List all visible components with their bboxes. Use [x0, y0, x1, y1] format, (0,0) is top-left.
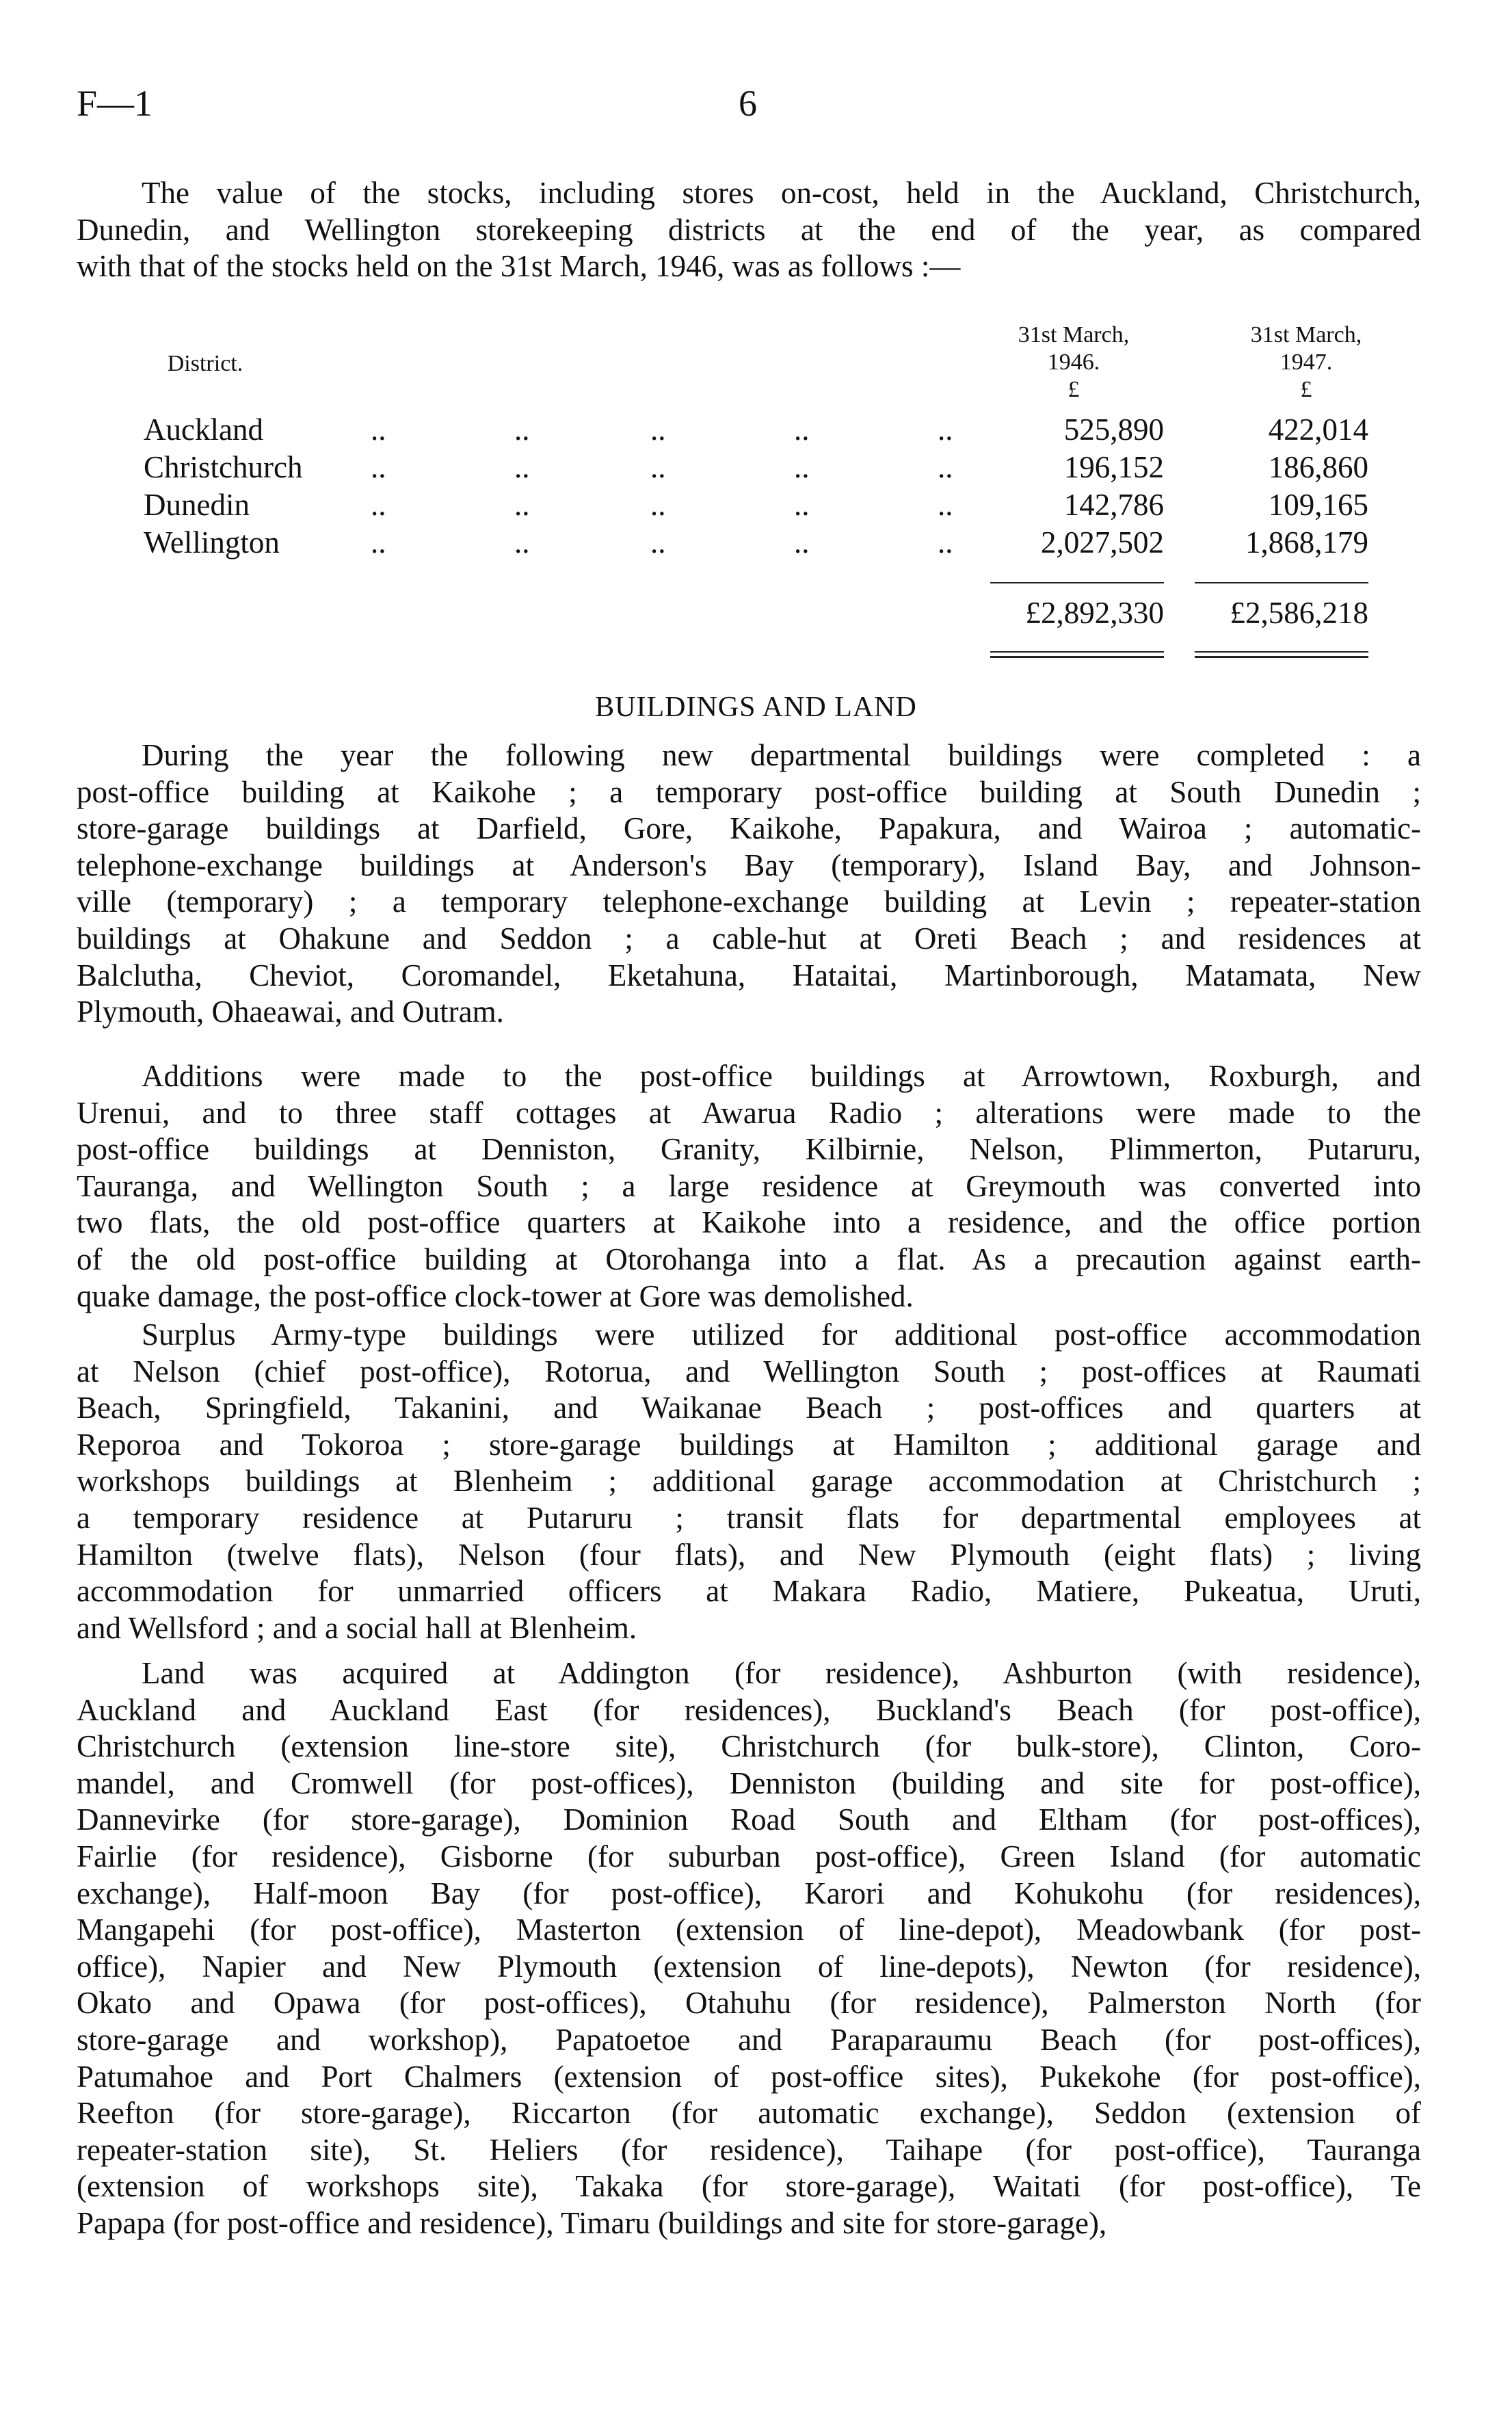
value-1947: 422,014 [1268, 412, 1368, 447]
total-1946: £2,892,330 [1025, 596, 1164, 630]
total-double-rule [990, 651, 1164, 653]
dot-leader: .. [938, 525, 953, 560]
page-number: 6 [739, 83, 757, 124]
dot-leader: .. [650, 450, 666, 484]
text-line: store-garage and workshop), Papatoetoe and Paraparaumu Beach (for post-offices), [77, 2022, 1421, 2057]
district-name: Auckland [144, 412, 263, 447]
text-line: office), Napier and New Plymouth (extension of line-depots), Newton (for residence), [77, 1949, 1421, 1984]
text-line: Beach, Springfield, Takanini, and Waikanae Beach ; post-offices and quarters at [77, 1391, 1421, 1425]
header-date: 31st March, [1018, 322, 1130, 347]
text-line: Patumahoe and Port Chalmers (extension of post-office sites), Pukekohe (for post-office), [77, 2059, 1421, 2094]
dot-leader: .. [371, 525, 386, 560]
text-line: post-office buildings at Denniston, Granity, Kilbirnie, Nelson, Plimmerton, Putaruru, [77, 1132, 1421, 1167]
text-line: quake damage, the post-office clock-tower at Gore was demolished. [77, 1278, 914, 1313]
document-code: F—1 [77, 83, 153, 124]
dot-leader: .. [514, 525, 530, 560]
text-line: two flats, the old post-office quarters at Kaikohe into a residence, and the office portion [77, 1205, 1421, 1240]
subtotal-rule [990, 582, 1164, 583]
text-line: mandel, and Cromwell (for post-offices), Denniston (building and site for post-office), [77, 1765, 1421, 1800]
dot-leader: .. [794, 450, 810, 484]
dot-leader: .. [650, 525, 666, 560]
text-line: Mangapehi (for post-office), Masterton (extension of line-depot), Meadowbank (for post- [77, 1913, 1421, 1947]
total-1947: £2,586,218 [1230, 596, 1368, 630]
text-line: Okato and Opawa (for post-offices), Otahuhu (for residence), Palmerston North (for [77, 1986, 1421, 2021]
text-line: Auckland and Auckland East (for residences), Buckland's Beach (for post-office), [77, 1692, 1421, 1727]
text-line: Land was acquired at Addington (for residence), Ashburton (with residence), [142, 1656, 1421, 1690]
total-double-rule [990, 656, 1164, 658]
text-line: Christchurch (extension line-store site), Christchurch (for bulk-store), Clinton, Coro- [77, 1729, 1421, 1764]
text-line: at Nelson (chief post-office), Rotorua, and Wellington South ; post-offices at Raumati [77, 1354, 1421, 1389]
dot-leader: .. [371, 488, 386, 522]
text-line: Dunedin, and Wellington storekeeping districts at the end of the year, as compared [77, 212, 1421, 247]
body-paragraph [77, 1317, 1421, 1646]
column-header-1946 [985, 321, 1163, 404]
dot-leader: .. [650, 412, 666, 447]
header-year: 1947. [1279, 350, 1333, 375]
dot-leader: .. [938, 488, 953, 522]
text-line: Dannevirke (for store-garage), Dominion Road South and Eltham (for post-offices), [77, 1802, 1421, 1837]
text-line: Fairlie (for residence), Gisborne (for suburban post-office), Green Island (for automatic [77, 1839, 1421, 1874]
district-name: Christchurch [144, 450, 303, 484]
text-line: Urenui, and to three staff cottages at Awarua Radio ; alterations were made to the [77, 1095, 1421, 1130]
total-double-rule [1195, 651, 1368, 653]
header-currency: £ [1300, 377, 1312, 402]
text-line: a temporary residence at Putaruru ; transit flats for departmental employees at [77, 1500, 1421, 1535]
value-1947: 109,165 [1268, 488, 1368, 522]
text-line: post-office building at Kaikohe ; a temporary post-office building at South Dunedin ; [77, 774, 1421, 809]
body-paragraph [77, 1058, 1421, 1315]
header-currency: £ [1067, 377, 1080, 402]
text-line: repeater-station site), St. Heliers (for residence), Taihape (for post-office), Tauranga [77, 2132, 1421, 2167]
text-line: and Wellsford ; and a social hall at Blenheim. [77, 1610, 637, 1645]
text-line: ville (temporary) ; a temporary telephone-exchange building at Levin ; repeater-station [77, 884, 1421, 919]
dot-leader: .. [794, 488, 810, 522]
column-header-district: District. [167, 351, 243, 376]
value-1946: 196,152 [1063, 450, 1164, 484]
table-row [0, 487, 1512, 524]
text-line: Surplus Army-type buildings were utilized for additional post-office accommodation [142, 1317, 1421, 1352]
value-1946: 142,786 [1063, 488, 1164, 522]
text-line: (extension of workshops site), Takaka (for store-garage), Waitati (for post-office), Te [77, 2169, 1421, 2204]
table-row [0, 412, 1512, 449]
value-1947: 1,868,179 [1245, 525, 1368, 560]
text-line: Hamilton (twelve flats), Nelson (four flats), and New Plymouth (eight flats) ; living [77, 1537, 1421, 1572]
text-line: Papapa (for post-office and residence), Timaru (buildings and site for store-garage), [77, 2205, 1107, 2240]
value-1946: 2,027,502 [1041, 525, 1164, 560]
intro-paragraph [77, 175, 1421, 285]
text-line: During the year the following new departmental buildings were completed : a [142, 738, 1421, 772]
text-line: store-garage buildings at Darfield, Gore, Kaikohe, Papakura, and Wairoa ; automatic- [77, 811, 1421, 846]
text-line: Balclutha, Cheviot, Coromandel, Eketahuna, Hataitai, Martinborough, Matamata, New [77, 958, 1421, 993]
dot-leader: .. [514, 450, 530, 484]
text-line: buildings at Ohakune and Seddon ; a cable-hut at Oreti Beach ; and residences at [77, 921, 1421, 956]
district-name: Dunedin [144, 488, 250, 522]
district-name: Wellington [144, 525, 280, 560]
value-1947: 186,860 [1268, 450, 1368, 484]
dot-leader: .. [514, 412, 530, 447]
header-year: 1946. [1047, 350, 1100, 375]
column-header-1947 [1217, 321, 1395, 404]
text-line: Reefton (for store-garage), Riccarton (for automatic exchange), Seddon (extension of [77, 2096, 1421, 2131]
text-line: exchange), Half-moon Bay (for post-office), Karori and Kohukohu (for residences), [77, 1876, 1421, 1910]
text-line: The value of the stocks, including stores on-cost, held in the Auckland, Christchurch, [142, 176, 1421, 210]
dot-leader: .. [794, 525, 810, 560]
text-line: with that of the stocks held on the 31st March, 1946, was as follows :— [77, 249, 961, 284]
text-line: of the old post-office building at Otorohanga into a flat. As a precaution against earth- [77, 1241, 1421, 1276]
text-line: telephone-exchange buildings at Anderson's Bay (temporary), Island Bay, and Johnson- [77, 847, 1421, 882]
text-line: Plymouth, Ohaeawai, and Outram. [77, 995, 504, 1029]
dot-leader: .. [371, 450, 386, 484]
body-paragraph [77, 737, 1421, 1031]
dot-leader: .. [371, 412, 386, 447]
dot-leader: .. [938, 412, 953, 447]
table-row [0, 525, 1512, 562]
text-line: Reporoa and Tokoroa ; store-garage buildings at Hamilton ; additional garage and [77, 1427, 1421, 1462]
text-line: accommodation for unmarried officers at Makara Radio, Matiere, Pukeatua, Uruti, [77, 1574, 1421, 1609]
dot-leader: .. [650, 488, 666, 522]
text-line: workshops buildings at Blenheim ; additional garage accommodation at Christchurch ; [77, 1464, 1421, 1499]
section-heading: BUILDINGS AND LAND [595, 692, 917, 723]
dot-leader: .. [514, 488, 530, 522]
dot-leader: .. [794, 412, 810, 447]
text-line: Tauranga, and Wellington South ; a large residence at Greymouth was converted into [77, 1168, 1421, 1203]
total-double-rule [1195, 656, 1368, 658]
text-line: Additions were made to the post-office buildings at Arrowtown, Roxburgh, and [142, 1059, 1421, 1093]
value-1946: 525,890 [1063, 412, 1164, 447]
header-date: 31st March, [1250, 322, 1362, 347]
body-paragraph [77, 1655, 1421, 2242]
table-row [0, 449, 1512, 486]
dot-leader: .. [938, 450, 953, 484]
subtotal-rule [1195, 582, 1368, 583]
